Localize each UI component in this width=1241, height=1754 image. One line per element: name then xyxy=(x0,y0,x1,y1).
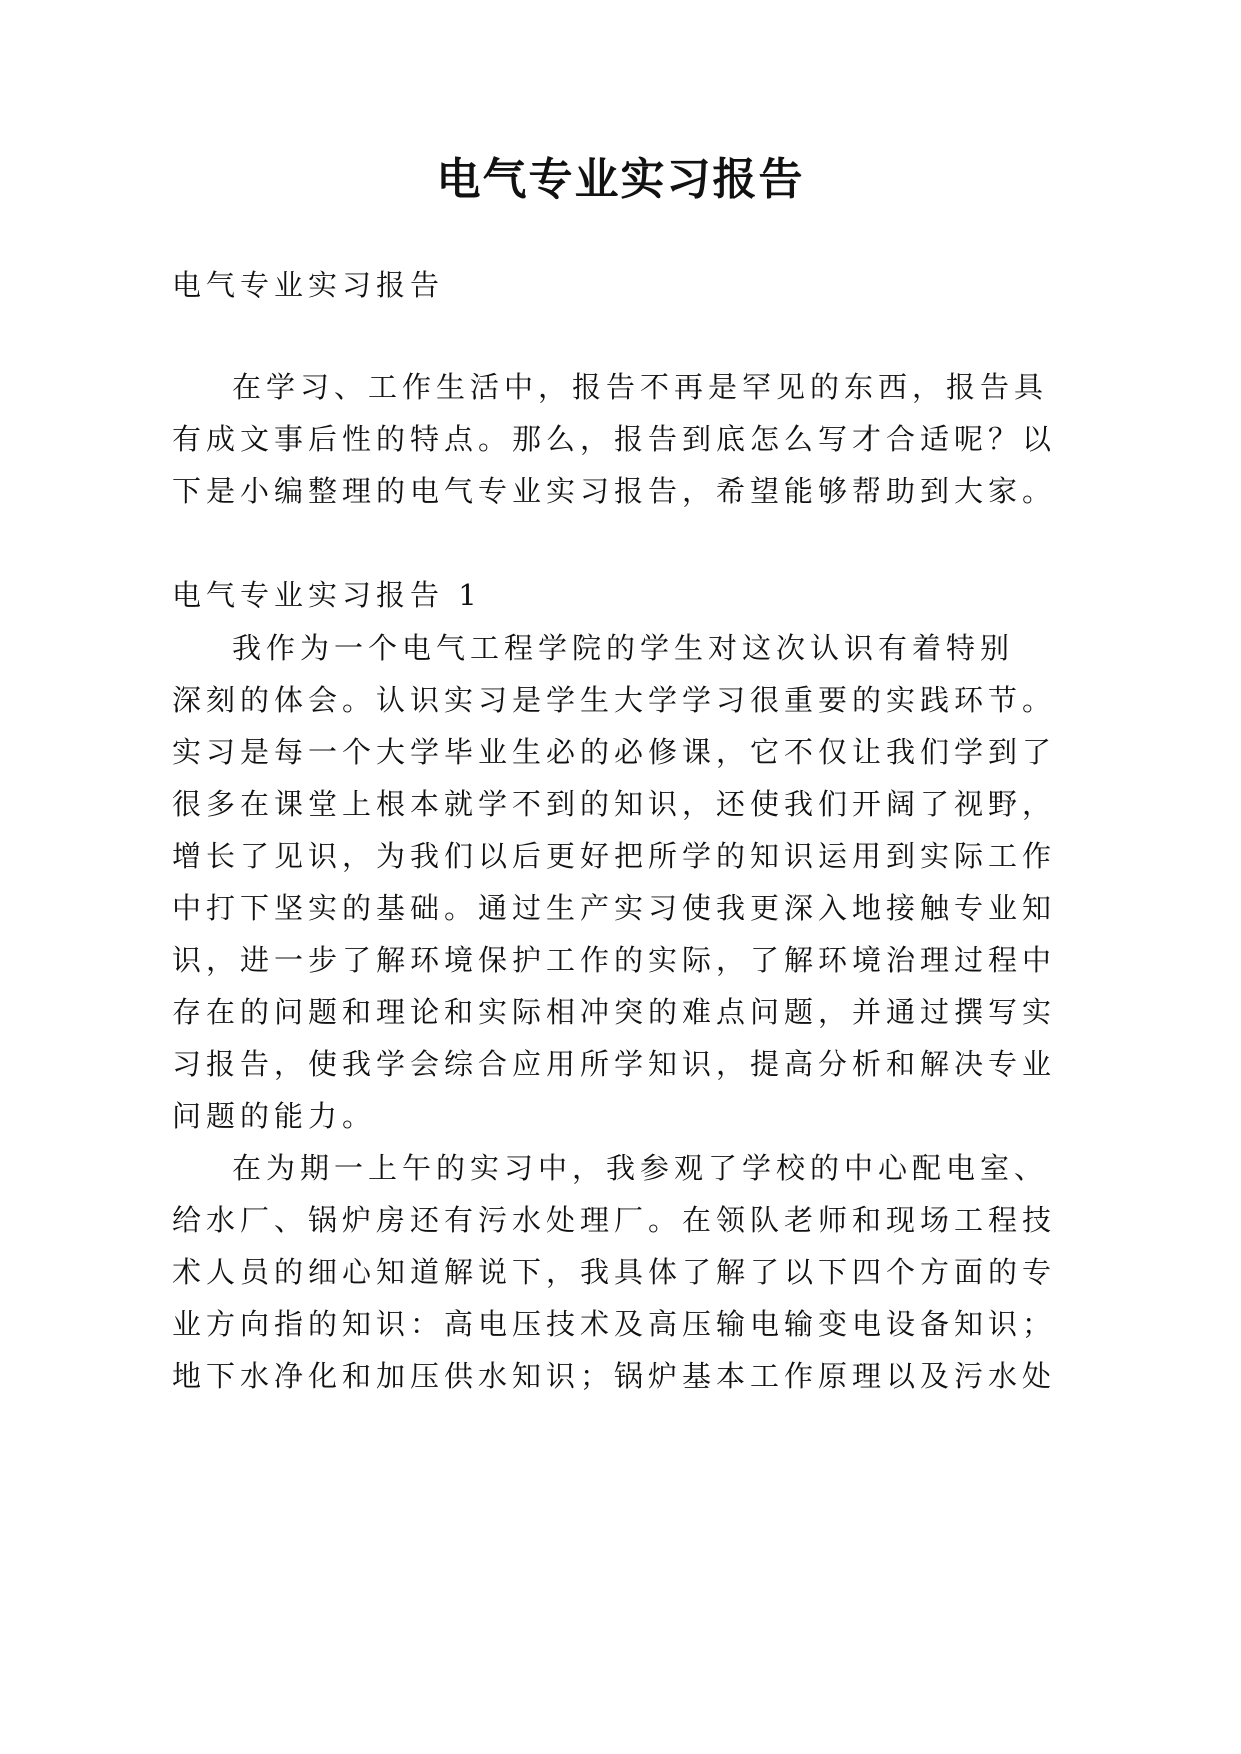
paragraph-line: 中打下坚实的基础。通过生产实习使我更深入地接触专业知 xyxy=(172,891,1057,925)
intro-line: 有成文事后性的特点。那么，报告到底怎么写才合适呢？以 xyxy=(172,422,1057,456)
paragraph-line: 增长了见识，为我们以后更好把所学的知识运用到实际工作 xyxy=(172,839,1057,873)
paragraph-line: 地下水净化和加压供水知识；锅炉基本工作原理以及污水处 xyxy=(172,1359,1057,1393)
section-heading: 电气专业实习报告 1 xyxy=(172,578,482,612)
paragraph-line: 业方向指的知识：高电压技术及高压输电输变电设备知识； xyxy=(172,1307,1057,1341)
paragraph-line: 在为期一上午的实习中，我参观了学校的中心配电室、 xyxy=(232,1151,1049,1185)
paragraph-line: 我作为一个电气工程学院的学生对这次认识有着特别 xyxy=(232,631,1015,665)
paragraph-line: 存在的问题和理论和实际相冲突的难点问题，并通过撰写实 xyxy=(172,995,1057,1029)
document-subtitle: 电气专业实习报告 xyxy=(172,268,445,302)
paragraph-line: 深刻的体会。认识实习是学生大学学习很重要的实践环节。 xyxy=(172,683,1057,717)
intro-line: 下是小编整理的电气专业实习报告，希望能够帮助到大家。 xyxy=(172,474,1057,508)
paragraph-line: 术人员的细心知道解说下，我具体了解了以下四个方面的专 xyxy=(172,1255,1057,1289)
paragraph-line: 给水厂、锅炉房还有污水处理厂。在领队老师和现场工程技 xyxy=(172,1203,1057,1237)
paragraph-line: 很多在课堂上根本就学不到的知识，还使我们开阔了视野， xyxy=(172,787,1057,821)
paragraph-line: 问题的能力。 xyxy=(172,1099,377,1133)
paragraph-line: 识，进一步了解环境保护工作的实际，了解环境治理过程中 xyxy=(172,943,1057,977)
document-title: 电气专业实习报告 xyxy=(436,154,805,205)
intro-line: 在学习、工作生活中，报告不再是罕见的东西，报告具 xyxy=(232,370,1049,404)
paragraph-line: 实习是每一个大学毕业生必的必修课，它不仅让我们学到了 xyxy=(172,735,1057,769)
paragraph-line: 习报告，使我学会综合应用所学知识，提高分析和解决专业 xyxy=(172,1047,1057,1081)
